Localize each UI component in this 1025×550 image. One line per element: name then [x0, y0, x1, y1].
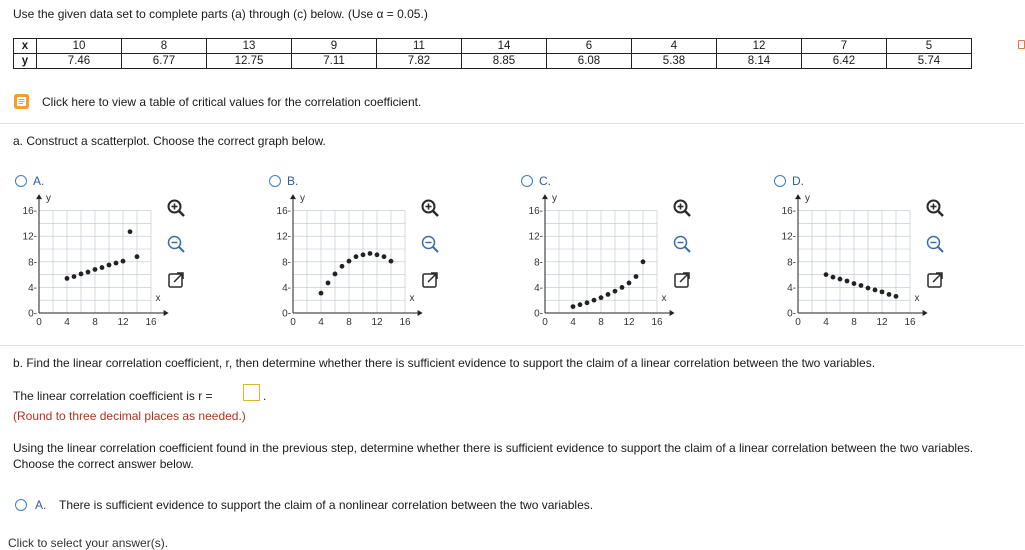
y-tick-label: 0- [534, 308, 543, 320]
data-point [333, 272, 338, 277]
option-a-radio[interactable] [15, 175, 27, 187]
table-cell: 13 [207, 39, 292, 54]
table-cell: 6.08 [547, 54, 632, 69]
data-table [13, 38, 972, 69]
x-axis-arrow [923, 310, 928, 316]
option-b-label[interactable]: B. [287, 174, 299, 188]
data-point [340, 264, 345, 269]
x-tick-label: 0 [36, 317, 42, 328]
table-cell: 12 [717, 39, 802, 54]
data-point [866, 286, 871, 291]
x-axis-label: x [914, 293, 920, 304]
y-axis-arrow [36, 194, 42, 199]
data-point [375, 252, 380, 257]
y-tick-label: 0- [282, 308, 291, 320]
zoom-in-icon[interactable] [166, 198, 186, 218]
data-point [354, 254, 359, 259]
scatterplot-b [257, 193, 415, 328]
y-tick-label: 16- [276, 206, 291, 218]
x-axis-label: x [155, 293, 161, 304]
data-point [107, 263, 112, 268]
y-axis-arrow [290, 194, 296, 199]
table-cell: 7.82 [377, 54, 462, 69]
zoom-in-icon[interactable] [925, 198, 945, 218]
x-tick-label: 16 [904, 317, 916, 328]
zoom-out-icon[interactable] [925, 234, 945, 254]
scatterplot-c [509, 193, 667, 328]
table-cell: 8 [122, 39, 207, 54]
data-point [838, 277, 843, 282]
x-axis-arrow [670, 310, 675, 316]
y-tick-label: 8- [787, 257, 796, 269]
y-tick-label: 4- [28, 282, 37, 294]
x-tick-label: 4 [318, 317, 324, 328]
data-point [852, 281, 857, 286]
y-tick-label: 8- [282, 257, 291, 269]
table-cell: 14 [462, 39, 547, 54]
y-tick-label: 12- [528, 231, 543, 243]
part-a-prompt: a. Construct a scatterplot. Choose the correct graph below. [13, 134, 326, 148]
zoom-out-icon[interactable] [672, 234, 692, 254]
y-axis-arrow [542, 194, 548, 199]
open-popup-icon[interactable] [672, 270, 692, 290]
table-cell: 11 [377, 39, 462, 54]
r-label: The linear correlation coefficient is r = [13, 389, 213, 403]
y-tick-label: 12- [781, 231, 796, 243]
data-point [894, 294, 899, 299]
data-point [887, 292, 892, 297]
option-d-radio[interactable] [774, 175, 786, 187]
data-point [135, 254, 140, 259]
data-point [873, 288, 878, 293]
x-axis-label: x [661, 293, 667, 304]
table-header-y: y [14, 54, 37, 69]
data-point [93, 267, 98, 272]
r-suffix: . [263, 389, 267, 403]
scatterplot-a [3, 193, 161, 328]
x-axis-label: x [409, 293, 415, 304]
scatterplot-d [762, 193, 920, 328]
x-tick-label: 8 [851, 317, 857, 328]
data-point [599, 295, 604, 300]
data-point [831, 275, 836, 280]
data-point [368, 251, 373, 256]
x-tick-label: 8 [92, 317, 98, 328]
data-point [578, 302, 583, 307]
instructions-text: Use the given data set to complete parts (a) through (c) below. (Use α = 0.05.) [13, 7, 428, 21]
data-point [585, 300, 590, 305]
x-tick-label: 0 [795, 317, 801, 328]
data-point [319, 291, 324, 296]
data-point [326, 281, 331, 286]
table-cell: 6.77 [122, 54, 207, 69]
y-axis-label: y [46, 193, 51, 204]
table-row-y [14, 54, 972, 69]
open-popup-icon[interactable] [925, 270, 945, 290]
data-point [79, 272, 84, 277]
data-point [361, 252, 366, 257]
option-c-label[interactable]: C. [539, 174, 551, 188]
table-header-x: x [14, 39, 37, 54]
data-point [620, 285, 625, 290]
x-tick-label: 16 [651, 317, 663, 328]
data-point [606, 292, 611, 297]
y-tick-label: 8- [28, 257, 37, 269]
y-tick-label: 16- [528, 206, 543, 218]
x-axis-arrow [164, 310, 169, 316]
table-cell: 7.11 [292, 54, 377, 69]
x-tick-label: 0 [542, 317, 548, 328]
x-tick-label: 12 [876, 317, 888, 328]
x-tick-label: 16 [399, 317, 411, 328]
rounding-note: (Round to three decimal places as needed.) [13, 409, 246, 423]
part-b-question: Using the linear correlation coefficient found in the previous step, determine whether there is sufficient evidence to support the claim of a linear correlation between the two variables. Choose the correct answer below. [13, 441, 974, 471]
zoom-in-icon[interactable] [420, 198, 440, 218]
y-tick-label: 12- [22, 231, 37, 243]
y-tick-label: 8- [534, 257, 543, 269]
table-cell: 5.38 [632, 54, 717, 69]
table-cell: 12.75 [207, 54, 292, 69]
y-tick-label: 4- [282, 282, 291, 294]
part-b-prompt: b. Find the linear correlation coefficient, r, then determine whether there is sufficient evidence to support the claim of a linear correlation between the two variables. [13, 356, 876, 370]
answer-a-radio[interactable] [15, 499, 27, 511]
table-cell: 6 [547, 39, 632, 54]
y-axis-arrow [795, 194, 801, 199]
x-tick-label: 4 [823, 317, 829, 328]
data-point [641, 259, 646, 264]
y-tick-label: 0- [28, 308, 37, 320]
data-point [389, 259, 394, 264]
divider [0, 123, 1024, 124]
book-icon[interactable] [13, 93, 30, 110]
option-d-label[interactable]: D. [792, 174, 804, 188]
zoom-out-icon[interactable] [166, 234, 186, 254]
data-point [65, 276, 70, 281]
data-point [592, 298, 597, 303]
data-point [845, 279, 850, 284]
x-tick-label: 4 [64, 317, 70, 328]
x-tick-label: 12 [117, 317, 129, 328]
y-tick-label: 4- [787, 282, 796, 294]
table-cell: 5.74 [887, 54, 972, 69]
x-tick-label: 0 [290, 317, 296, 328]
divider [0, 345, 1024, 346]
table-cell: 7.46 [37, 54, 122, 69]
data-point [613, 289, 618, 294]
data-point [72, 274, 77, 279]
data-point [347, 259, 352, 264]
x-tick-label: 4 [570, 317, 576, 328]
r-input[interactable] [243, 384, 260, 401]
table-cell: 5 [887, 39, 972, 54]
table-cell: 4 [632, 39, 717, 54]
x-tick-label: 16 [145, 317, 157, 328]
x-tick-label: 8 [598, 317, 604, 328]
data-point [880, 289, 885, 294]
x-tick-label: 12 [371, 317, 383, 328]
table-cell: 8.85 [462, 54, 547, 69]
y-tick-label: 16- [22, 206, 37, 218]
data-point [86, 270, 91, 275]
table-popout-icon[interactable] [1018, 40, 1025, 49]
data-point [114, 261, 119, 266]
table-cell: 6.42 [802, 54, 887, 69]
y-tick-label: 0- [787, 308, 796, 320]
critical-values-link[interactable]: Click here to view a table of critical values for the correlation coefficient. [42, 95, 422, 109]
y-axis-label: y [300, 193, 305, 204]
answer-a-letter: A. [35, 498, 47, 512]
x-tick-label: 8 [346, 317, 352, 328]
option-a-label[interactable]: A. [33, 174, 45, 188]
table-cell: 8.14 [717, 54, 802, 69]
data-point [128, 229, 133, 234]
data-point [824, 272, 829, 277]
zoom-out-icon[interactable] [420, 234, 440, 254]
click-to-select-hint: Click to select your answer(s). [8, 536, 169, 550]
data-point [627, 281, 632, 286]
open-popup-icon[interactable] [420, 270, 440, 290]
data-point [382, 254, 387, 259]
zoom-in-icon[interactable] [672, 198, 692, 218]
data-point [634, 274, 639, 279]
answer-a-text[interactable]: There is sufficient evidence to support the claim of a nonlinear correlation between the two variables. [59, 498, 594, 512]
data-point [571, 304, 576, 309]
table-cell: 7 [802, 39, 887, 54]
data-point [859, 283, 864, 288]
option-b-radio[interactable] [269, 175, 281, 187]
y-tick-label: 4- [534, 282, 543, 294]
table-cell: 9 [292, 39, 377, 54]
y-axis-label: y [552, 193, 557, 204]
data-point [121, 259, 126, 264]
table-row-x [14, 39, 972, 54]
x-tick-label: 12 [623, 317, 635, 328]
y-tick-label: 16- [781, 206, 796, 218]
x-axis-arrow [418, 310, 423, 316]
data-point [100, 265, 105, 270]
y-axis-label: y [805, 193, 810, 204]
y-tick-label: 12- [276, 231, 291, 243]
open-popup-icon[interactable] [166, 270, 186, 290]
option-c-radio[interactable] [521, 175, 533, 187]
table-cell: 10 [37, 39, 122, 54]
